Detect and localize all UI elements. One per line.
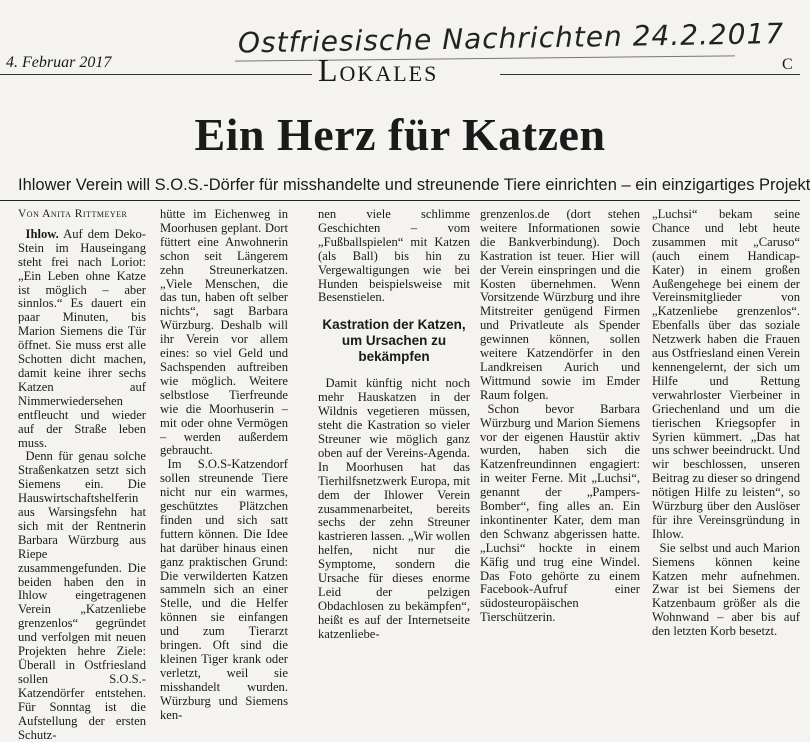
article-column-5 (652, 207, 800, 639)
article-subheadline: Ihlower Verein will S.O.S.-Dörfer für misshandelte und streunende Tiere einrichten – ein einzigartiges Projekt (18, 176, 810, 194)
handwritten-source-note: Ostfriesische Nachrichten 24.2.2017 (237, 17, 785, 60)
article-headline: Ein Herz für Katzen (194, 109, 606, 160)
issue-date: 4. Februar 2017 (6, 54, 112, 71)
paragraph: Schon bevor Barbara Würzburg und Marion Siemens vor der eigenen Haustür aktiv wurden, haben sich die Katzenfreundinnen engagiert: in weiter Ferne. Mit „Luchsi“, genannt der „Pampers-Bomber“, fing alles an. Ein inkontinenter Kater, dem man den Schwanz abgerissen hatte. „Luchsi“ hockte in einem Käfig und trug eine Windel. Das Foto gehörte zu einem Facebook-Aufruf einer südosteuropäischen Tierschützerin. (480, 401, 640, 625)
subheadline-rule (0, 200, 800, 201)
intertitle: Kastration der Katzen, um Ursachen zu bekämpfen (322, 317, 466, 365)
paragraph: Damit künftig nicht noch mehr Hauskatzen in der Wildnis vegetieren müssen, steht die Kastration so vieler Streuner wie möglich ganz oben auf der Vereins-Agenda. In Moorhusen hat das Tierhilfsnetzwerk Europa, mit dem der Ihlower Verein zusammenarbeitet, bereits sechs der zehn Streuner kastrieren lassen. „Wir wollen helfen, nicht nur die Symptome, sondern die Ursache für dieses enorme Leid der pelzigen Obdachlosen zu bekämpfen“, heißt es auf der Internetseite katzenliebe- (318, 376, 470, 641)
section-title: Lokales (318, 52, 439, 88)
dateline: Ihlow. (25, 226, 59, 241)
cut-off-edge-letter: C (782, 56, 793, 73)
paragraph: Sie selbst und auch Marion Siemens können keine Katzen mehr aufnehmen. Zwar ist bei Siemens der Katzenbaum größer als die Wohnwand – aber bis auf den letzten Korb besetzt. (652, 540, 800, 639)
article-column-1 (18, 208, 146, 742)
paragraph: hütte im Eichenweg in Moorhusen geplant. Dort füttert eine Anwohnerin schon seit Längerem zehn Streunerkatzen. „Viele Menschen, die das tun, haben oft selber nichts“, sagt Barbara Würzburg. Deshalb will ihr Verein vor allem eines: so viel Geld und Sachspenden auftreiben wie möglich. Weitere selbstlose Tierfreunde wie die Moorhuserin – mit oder ohne Vermögen – werden außerdem gebraucht. (160, 207, 288, 458)
section-rule-left (0, 74, 312, 75)
paragraph: nen viele schlimme Geschichten – vom „Fußballspielen“ mit Katzen (als Ball) bis hin zu Vergewaltigungen wie bei Hunden beispielsweise mit Besenstielen. (318, 207, 470, 305)
paragraph: Denn für genau solche Straßenkatzen setzt sich Siemens ein. Die Hauswirtschaftshelferin aus Warsingsfehn hat sich mit der Rentnerin Barbara Würzburg aus Riepe zusammengefunden. Die beiden haben den in Ihlow eingetragenen Verein „Katzenliebe grenzenlos“ gegründet und verfolgen mit neuen Projekten hehre Ziele: Überall in Ostfriesland sollen S.O.S.-Katzendörfer entstehen. Für Sonntag ist die Aufstellung der ersten Schutz- (18, 449, 146, 742)
paragraph (18, 228, 146, 451)
paragraph: Im S.O.S-Katzendorf sollen streunende Tiere nicht nur ein warmes, geschütztes Plätzchen finden und sich satt futtern können. Die Idee hat darüber hinaus einen ganz praktischen Grund: Die verwilderten Katzen sammeln sich an einer Stelle, und die Helfer können sie einfangen und zum Tierarzt bringen. Oft sind die kleinen Tiger krank oder verletzt, weil sie misshandelt wurden. Würzburg und Siemens ken- (160, 457, 288, 722)
paragraph: „Luchsi“ bekam seine Chance und lebt heute zusammen mit „Caruso“ (auch einem Handicap-Kater) in einem großen Außengehege bei einem der Vereinsmitglieder von „Katzenliebe grenzenlos“. Ebenfalls über das soziale Netzwerk haben die Frauen aus Ostfriesland einen Verein kennengelernt, der sich um Hilfe und Rettung verwahrloster Vierbeiner in Griechenland und um die tierischen Kriegsopfer in Syrien kümmert. „Das hat uns schwer beeindruckt. Und wir beschlossen, unseren Beitrag zu dieser so dringend nötigen Hilfe zu leisten“, so Würzburg über den Auslöser für ihre Vereinsgründung in Ihlow. (652, 207, 800, 541)
byline: Von Anita Rittmeyer (18, 208, 128, 220)
article-column-2 (160, 207, 288, 722)
paragraph: grenzenlos.de (dort stehen weitere Informationen sowie die Bankverbindung). Doch Kastration ist teuer. Hier will der Verein einspringen und die Kosten übernehmen. Wenn Vorsitzende Würzburg und ihre Mitstreiter genügend Firmen und Privatleute als Spender gewinnen können, sollen weitere Katzendörfer in den Landkreisen Aurich und Wittmund sowie im Emder Raum folgen. (480, 207, 640, 402)
article-column-4 (480, 207, 640, 625)
paragraph-text: Auf dem Deko-Stein im Hauseingang steht frei nach Loriot: „Ein Leben ohne Katze ist möglich – aber sinnlos.“ Es dauert ein paar Minuten, bis Marion Siemens die Tür öffnet. Sie muss erst alle Schotten dicht machen, damit keine ihrer sechs Katzen auf Nimmerwiedersehen entfleucht und wieder auf der Straße leben muss. (18, 226, 146, 450)
section-rule-right (500, 74, 800, 75)
article-column-3 (318, 207, 470, 641)
